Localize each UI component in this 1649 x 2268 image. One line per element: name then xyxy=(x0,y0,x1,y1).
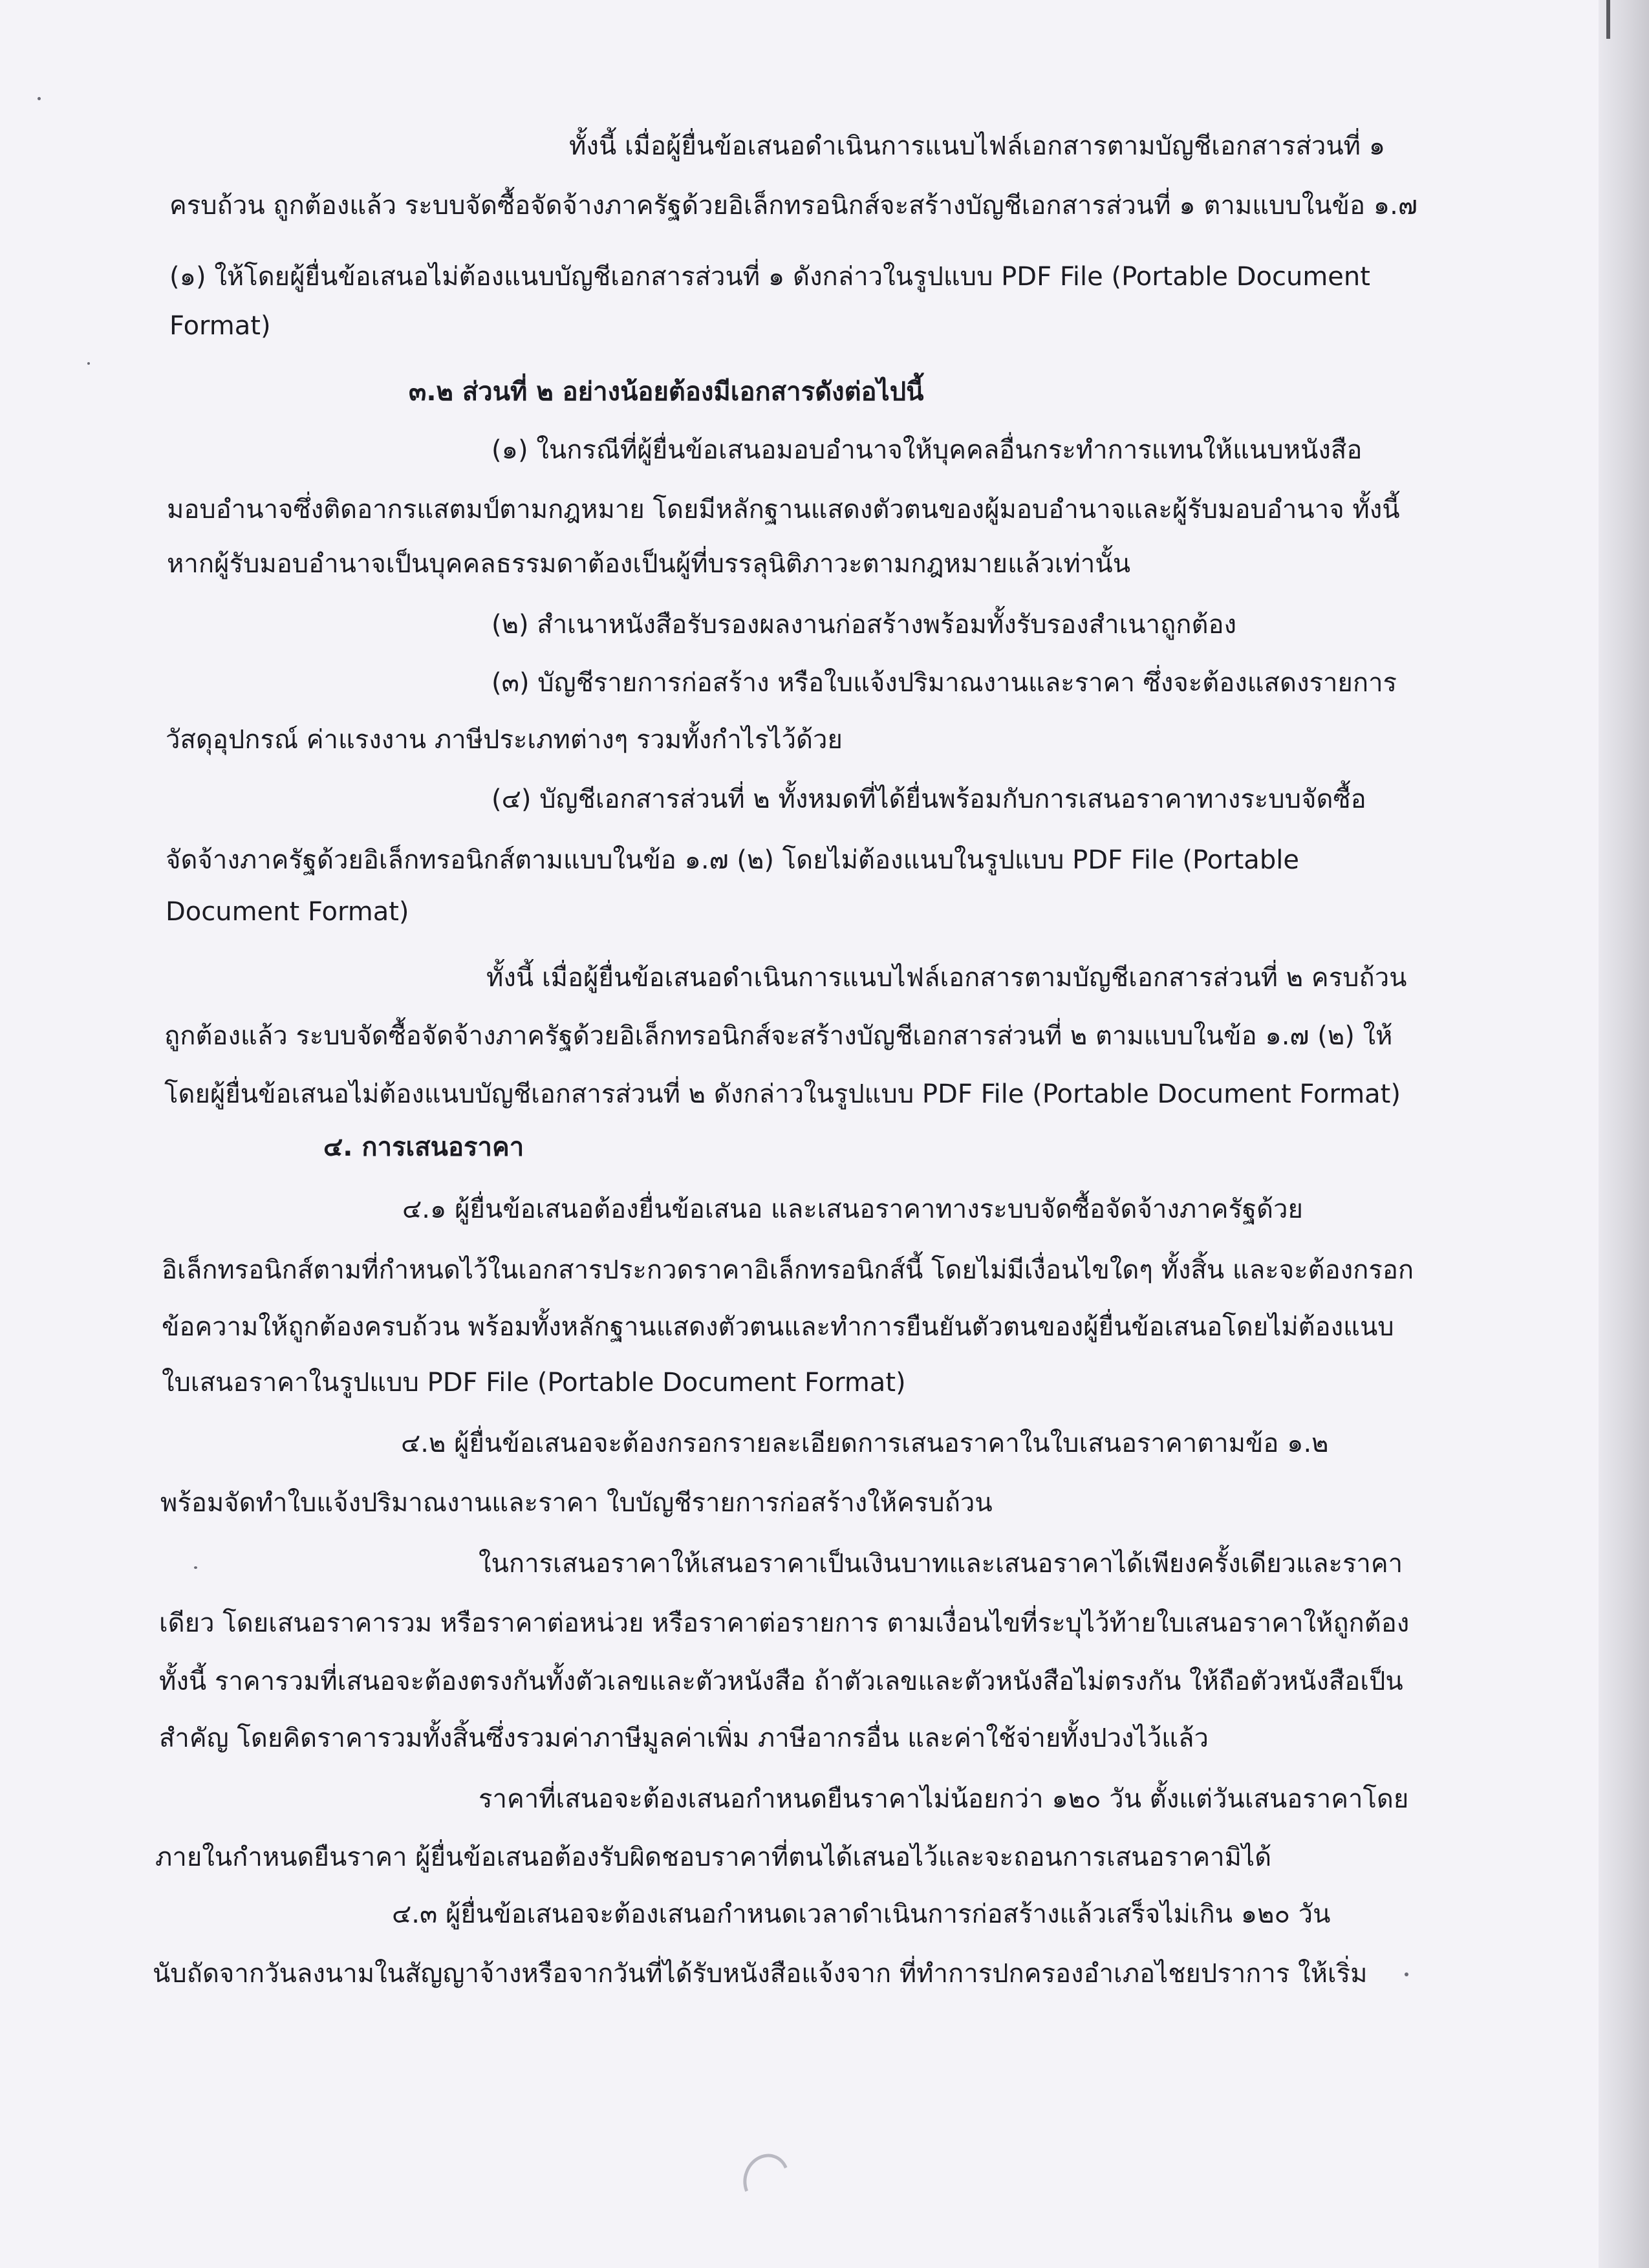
body-line: นับถัดจากวันลงนามในสัญญาจ้างหรือจากวันที่ได้รับหนังสือแจ้งจาก ที่ทำการปกครองอำเภอไชยปราการ ให้เริ่ม xyxy=(153,1959,1368,1989)
scan-speck xyxy=(87,362,90,365)
body-line: ภายในกำหนดยืนราคา ผู้ยื่นข้อเสนอต้องรับผิดชอบราคาที่ตนได้เสนอไว้และจะถอนการเสนอราคามิได้ xyxy=(155,1842,1272,1872)
section-heading-4: ๔. การเสนอราคา xyxy=(323,1132,524,1162)
body-line: ถูกต้องแล้ว ระบบจัดซื้อจัดจ้างภาครัฐด้วยอิเล็กทรอนิกส์จะสร้างบัญชีเอกสารส่วนที่ ๒ ตามแบบในข้อ ๑.๗ (๒) ให้ xyxy=(164,1021,1393,1051)
body-line: (๓) บัญชีรายการก่อสร้าง หรือใบแจ้งปริมาณงานและราคา ซึ่งจะต้องแสดงรายการ xyxy=(491,668,1397,698)
body-line: สำคัญ โดยคิดราคารวมทั้งสิ้นซึ่งรวมค่าภาษีมูลค่าเพิ่ม ภาษีอากรอื่น และค่าใช้จ่ายทั้งปวงไว้แล้ว xyxy=(159,1723,1209,1753)
body-line: ๔.๓ ผู้ยื่นข้อเสนอจะต้องเสนอกำหนดเวลาดำเนินการก่อสร้างแล้วเสร็จไม่เกิน ๑๒๐ วัน xyxy=(392,1899,1331,1929)
body-line: ทั้งนี้ ราคารวมที่เสนอจะต้องตรงกันทั้งตัวเลขและตัวหนังสือ ถ้าตัวเลขและตัวหนังสือไม่ตรงกัน ให้ถือตัวหนังสือเป็น xyxy=(159,1667,1403,1696)
body-line: ใบเสนอราคาในรูปแบบ PDF File (Portable Document Format) xyxy=(162,1368,906,1398)
body-line: (๒) สำเนาหนังสือรับรองผลงานก่อสร้างพร้อมทั้งรับรองสำเนาถูกต้อง xyxy=(491,610,1237,640)
body-line: Format) xyxy=(169,311,271,341)
body-line: (๔) บัญชีเอกสารส่วนที่ ๒ ทั้งหมดที่ได้ยื่นพร้อมกับการเสนอราคาทางระบบจัดซื้อ xyxy=(491,784,1366,814)
body-line: (๑) ให้โดยผู้ยื่นข้อเสนอไม่ต้องแนบบัญชีเอกสารส่วนที่ ๑ ดังกล่าวในรูปแบบ PDF File (Portable Document xyxy=(169,262,1370,292)
body-line: จัดจ้างภาครัฐด้วยอิเล็กทรอนิกส์ตามแบบในข้อ ๑.๗ (๒) โดยไม่ต้องแนบในรูปแบบ PDF File (Portable xyxy=(166,845,1299,875)
body-line: อิเล็กทรอนิกส์ตามที่กำหนดไว้ในเอกสารประกวดราคาอิเล็กทรอนิกส์นี้ โดยไม่มีเงื่อนไขใดๆ ทั้งสิ้น และจะต้องกรอก xyxy=(162,1255,1414,1285)
body-line: ราคาที่เสนอจะต้องเสนอกำหนดยืนราคาไม่น้อยกว่า ๑๒๐ วัน ตั้งแต่วันเสนอราคาโดย xyxy=(479,1784,1409,1814)
scan-speck xyxy=(1405,1972,1408,1976)
scan-artifact xyxy=(736,2147,796,2211)
body-line: มอบอำนาจซึ่งติดอากรแสตมป์ตามกฎหมาย โดยมีหลักฐานแสดงตัวตนของผู้มอบอำนาจและผู้รับมอบอำนาจ ทั้งนี้ xyxy=(167,495,1400,524)
body-line: ทั้งนี้ เมื่อผู้ยื่นข้อเสนอดำเนินการแนบไฟล์เอกสารตามบัญชีเอกสารส่วนที่ ๑ xyxy=(569,131,1386,161)
body-line: ในการเสนอราคาให้เสนอราคาเป็นเงินบาทและเสนอราคาได้เพียงครั้งเดียวและราคา xyxy=(479,1549,1403,1579)
body-line: พร้อมจัดทำใบแจ้งปริมาณงานและราคา ใบบัญชีรายการก่อสร้างให้ครบถ้วน xyxy=(160,1488,993,1518)
body-line: ทั้งนี้ เมื่อผู้ยื่นข้อเสนอดำเนินการแนบไฟล์เอกสารตามบัญชีเอกสารส่วนที่ ๒ ครบถ้วน xyxy=(486,963,1407,993)
body-line: โดยผู้ยื่นข้อเสนอไม่ต้องแนบบัญชีเอกสารส่วนที่ ๒ ดังกล่าวในรูปแบบ PDF File (Portable Document Format) xyxy=(164,1079,1401,1109)
body-line: หากผู้รับมอบอำนาจเป็นบุคคลธรรมดาต้องเป็นผู้ที่บรรลุนิติภาวะตามกฎหมายแล้วเท่านั้น xyxy=(167,549,1131,579)
body-line: ๔.๑ ผู้ยื่นข้อเสนอต้องยื่นข้อเสนอ และเสนอราคาทางระบบจัดซื้อจัดจ้างภาครัฐด้วย xyxy=(402,1194,1303,1224)
body-line: วัสดุอุปกรณ์ ค่าแรงงาน ภาษีประเภทต่างๆ รวมทั้งกำไรไว้ด้วย xyxy=(166,725,843,755)
body-line: ข้อความให้ถูกต้องครบถ้วน พร้อมทั้งหลักฐานแสดงตัวตนและทำการยืนยันตัวตนของผู้ยื่นข้อเสนอโดยไม่ต้องแนบ xyxy=(162,1312,1394,1342)
scanner-page-edge xyxy=(1599,0,1649,2268)
body-line: (๑) ในกรณีที่ผู้ยื่นข้อเสนอมอบอำนาจให้บุคคลอื่นกระทำการแทนให้แนบหนังสือ xyxy=(491,435,1363,465)
scanner-shadow-mark xyxy=(1606,0,1610,39)
body-line: ๔.๒ ผู้ยื่นข้อเสนอจะต้องกรอกรายละเอียดการเสนอราคาในใบเสนอราคาตามข้อ ๑.๒ xyxy=(401,1429,1329,1458)
body-line: เดียว โดยเสนอราคารวม หรือราคาต่อหน่วย หรือราคาต่อรายการ ตามเงื่อนไขที่ระบุไว้ท้ายใบเสนอราคาให้ถูกต้อง xyxy=(159,1608,1410,1638)
body-line: ครบถ้วน ถูกต้องแล้ว ระบบจัดซื้อจัดจ้างภาครัฐด้วยอิเล็กทรอนิกส์จะสร้างบัญชีเอกสารส่วนที่ ๑ ตามแบบในข้อ ๑.๗ xyxy=(169,191,1417,221)
section-heading-3-2: ๓.๒ ส่วนที่ ๒ อย่างน้อยต้องมีเอกสารดังต่อไปนี้ xyxy=(409,377,924,407)
body-line: Document Format) xyxy=(166,897,409,927)
scan-speck xyxy=(38,97,41,100)
scan-speck xyxy=(194,1566,197,1569)
